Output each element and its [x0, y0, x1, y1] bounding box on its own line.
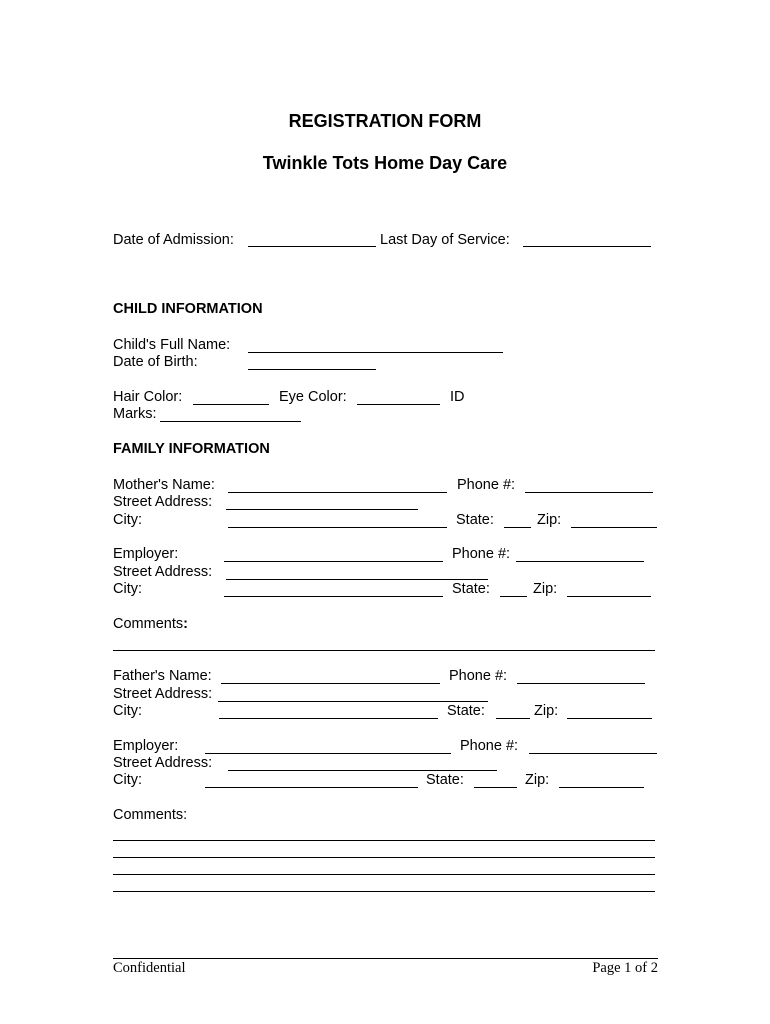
- date-of-admission-field[interactable]: [248, 246, 376, 247]
- mother-employer-label: Employer:: [113, 546, 179, 562]
- mother-employer-street-field[interactable]: [226, 579, 488, 580]
- mother-employer-phone-field[interactable]: [516, 561, 644, 562]
- mother-employer-state-label: State:: [452, 581, 490, 597]
- father-employer-label: Employer:: [113, 738, 179, 754]
- mother-zip-field[interactable]: [571, 527, 657, 528]
- form-title: REGISTRATION FORM: [288, 111, 482, 131]
- father-employer-phone-field[interactable]: [529, 753, 657, 754]
- father-street-address-field[interactable]: [218, 701, 488, 702]
- father-comments-line-2[interactable]: [113, 857, 655, 858]
- date-of-birth-field[interactable]: [248, 369, 376, 370]
- father-phone-field[interactable]: [517, 683, 645, 684]
- mother-zip-label: Zip:: [537, 512, 562, 528]
- father-zip-label: Zip:: [534, 703, 559, 719]
- mother-employer-city-label: City:: [113, 581, 142, 597]
- childs-full-name-label: Child's Full Name:: [113, 337, 231, 353]
- father-employer-state-field[interactable]: [474, 787, 517, 788]
- father-employer-phone-label: Phone #:: [460, 738, 519, 754]
- mother-state-field[interactable]: [504, 527, 531, 528]
- childs-full-name-field[interactable]: [248, 352, 503, 353]
- mother-street-address-label: Street Address:: [113, 494, 213, 510]
- mother-employer-city-field[interactable]: [224, 596, 443, 597]
- last-day-of-service-field[interactable]: [523, 246, 651, 247]
- mother-comments-field[interactable]: [113, 650, 655, 651]
- mother-city-field[interactable]: [228, 527, 447, 528]
- mothers-name-field[interactable]: [228, 492, 447, 493]
- father-zip-field[interactable]: [567, 718, 652, 719]
- father-city-field[interactable]: [219, 718, 438, 719]
- father-employer-street-label: Street Address:: [113, 755, 213, 771]
- marks-label: Marks:: [113, 406, 157, 422]
- fathers-name-field[interactable]: [221, 683, 440, 684]
- mother-state-label: State:: [456, 512, 494, 528]
- date-of-birth-label: Date of Birth:: [113, 354, 198, 370]
- mother-employer-zip-label: Zip:: [533, 581, 558, 597]
- father-comments-line-1[interactable]: [113, 840, 655, 841]
- date-of-admission-label: Date of Admission:: [113, 232, 234, 248]
- father-employer-street-field[interactable]: [228, 770, 497, 771]
- mother-phone-label: Phone #:: [457, 477, 516, 493]
- father-employer-zip-label: Zip:: [525, 772, 550, 788]
- father-street-address-label: Street Address:: [113, 686, 213, 702]
- eye-color-field[interactable]: [357, 404, 440, 405]
- mothers-name-label: Mother's Name:: [113, 477, 215, 493]
- last-day-of-service-label: Last Day of Service:: [380, 232, 510, 248]
- father-comments-label: Comments:: [113, 807, 188, 823]
- family-information-heading: FAMILY INFORMATION: [113, 441, 270, 457]
- mother-employer-phone-label: Phone #:: [452, 546, 511, 562]
- hair-color-label: Hair Color:: [113, 389, 183, 405]
- father-employer-city-field[interactable]: [205, 787, 418, 788]
- mother-employer-field[interactable]: [224, 561, 443, 562]
- mother-employer-street-label: Street Address:: [113, 564, 213, 580]
- father-employer-zip-field[interactable]: [559, 787, 644, 788]
- father-employer-city-label: City:: [113, 772, 142, 788]
- father-comments-line-3[interactable]: [113, 874, 655, 875]
- form-subtitle: Twinkle Tots Home Day Care: [262, 153, 508, 173]
- mother-street-address-field[interactable]: [226, 509, 418, 510]
- father-phone-label: Phone #:: [449, 668, 508, 684]
- mother-employer-state-field[interactable]: [500, 596, 527, 597]
- footer-rule: [113, 958, 658, 959]
- hair-color-field[interactable]: [193, 404, 269, 405]
- father-state-field[interactable]: [496, 718, 530, 719]
- father-employer-field[interactable]: [205, 753, 451, 754]
- mother-comments-label: Comments:: [113, 616, 188, 632]
- footer-page-number: Page 1 of 2: [592, 960, 658, 976]
- id-marks-field[interactable]: [160, 421, 301, 422]
- mother-phone-field[interactable]: [525, 492, 653, 493]
- mother-city-label: City:: [113, 512, 142, 528]
- footer-confidential: Confidential: [113, 960, 186, 976]
- mother-employer-zip-field[interactable]: [567, 596, 651, 597]
- child-information-heading: CHILD INFORMATION: [113, 301, 263, 317]
- father-employer-state-label: State:: [426, 772, 464, 788]
- eye-color-label: Eye Color:: [279, 389, 347, 405]
- id-label: ID: [450, 389, 465, 405]
- fathers-name-label: Father's Name:: [113, 668, 212, 684]
- father-comments-line-4[interactable]: [113, 891, 655, 892]
- father-state-label: State:: [447, 703, 485, 719]
- father-city-label: City:: [113, 703, 142, 719]
